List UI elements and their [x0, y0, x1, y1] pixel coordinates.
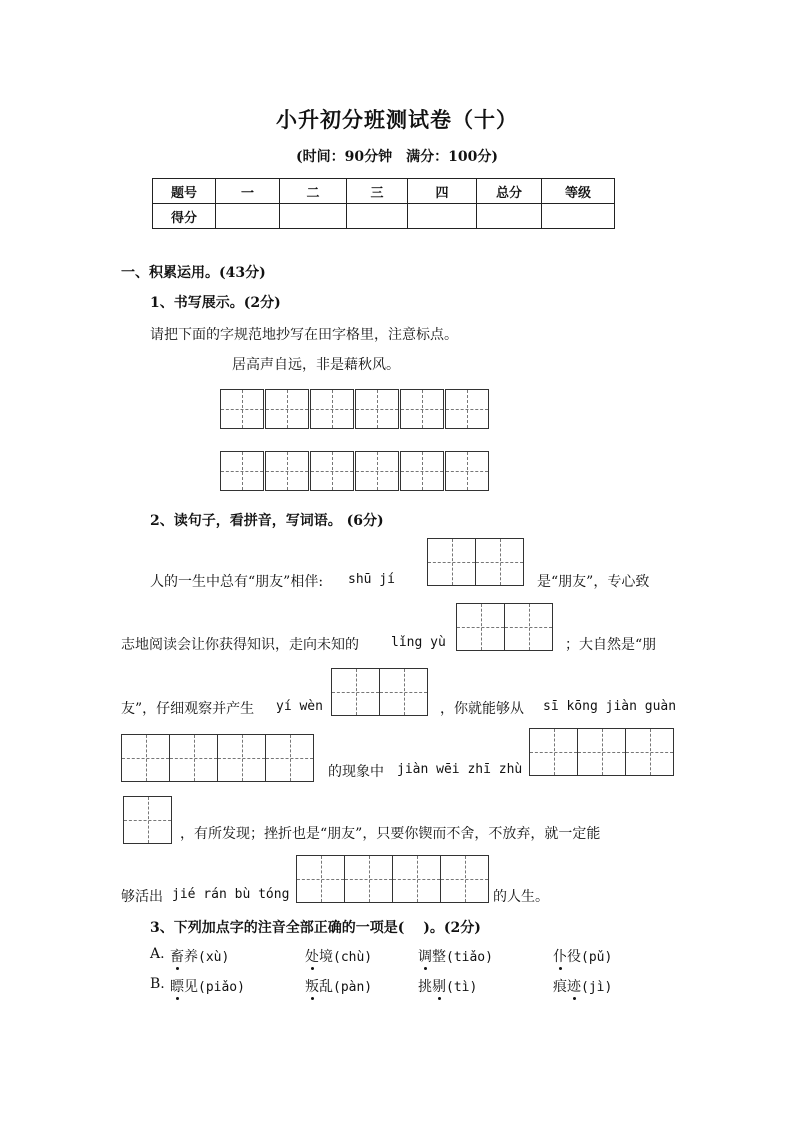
- passage-text: ；大自然是“朋: [565, 637, 657, 653]
- tianzige-cell[interactable]: [445, 389, 489, 429]
- answer-grid-yiwen: [331, 668, 427, 716]
- question-heading: 3、下列加点字的注音全部正确的一项是( )。(2分): [150, 920, 481, 936]
- tianzige-cell[interactable]: [445, 451, 489, 491]
- pinyin-prompt: lǐng yù: [391, 635, 446, 650]
- table-cell: 三: [347, 179, 408, 204]
- section-heading: 一、积累运用。(43分): [121, 265, 266, 281]
- answer-grid-lingyu: [456, 603, 552, 651]
- passage-text: 友”，仔细观察并产生: [121, 701, 255, 717]
- pinyin-prompt: jiàn wēi zhī zhù: [397, 762, 523, 777]
- score-input-cell[interactable]: [477, 204, 542, 229]
- option-item: 叛乱(pàn): [305, 979, 373, 995]
- table-cell: 四: [408, 179, 477, 204]
- table-row: [153, 179, 615, 204]
- answer-grid-jianwei: [529, 728, 673, 776]
- question-heading: 2、读句子，看拼音，写词语。 (6分): [150, 513, 384, 529]
- answer-cell[interactable]: [123, 796, 172, 844]
- table-cell: 等级: [542, 179, 615, 204]
- tianzige-cell[interactable]: [400, 451, 444, 491]
- option-item: 瞟见(piǎo): [170, 979, 245, 995]
- answer-cell[interactable]: [265, 734, 314, 782]
- pinyin-prompt: jié rán bù tóng: [172, 887, 290, 902]
- score-input-cell[interactable]: [408, 204, 477, 229]
- option-label[interactable]: A.: [150, 946, 165, 962]
- answer-cell[interactable]: [331, 668, 380, 716]
- answer-grid-jieran: [296, 855, 488, 903]
- table-cell: 总分: [477, 179, 542, 204]
- pinyin-prompt: shū jí: [348, 572, 395, 587]
- tianzige-cell[interactable]: [355, 451, 399, 491]
- tianzige-row-2: [220, 451, 490, 491]
- answer-cell[interactable]: [577, 728, 626, 776]
- answer-cell[interactable]: [121, 734, 170, 782]
- answer-cell[interactable]: [625, 728, 674, 776]
- tianzige-cell[interactable]: [265, 389, 309, 429]
- page-subtitle: (时间：90分钟 满分：100分): [296, 149, 498, 165]
- option-item: 挑剔(tì): [418, 979, 478, 995]
- table-cell: 二: [280, 179, 347, 204]
- passage-text: 志地阅读会让你获得知识，走向未知的: [121, 637, 359, 653]
- tianzige-cell[interactable]: [220, 451, 264, 491]
- tianzige-cell[interactable]: [310, 451, 354, 491]
- passage-text: ，有所发现；挫折也是“朋友”，只要你锲而不舍，不放弃，就一定能: [180, 826, 601, 842]
- tianzige-cell[interactable]: [310, 389, 354, 429]
- option-item: 畜养(xù): [170, 949, 230, 965]
- passage-text: 够活出: [121, 889, 163, 905]
- answer-cell[interactable]: [296, 855, 345, 903]
- answer-grid-shuji: [427, 538, 523, 586]
- answer-cell[interactable]: [344, 855, 393, 903]
- tianzige-cell[interactable]: [400, 389, 444, 429]
- answer-cell[interactable]: [504, 603, 553, 651]
- tianzige-cell[interactable]: [265, 451, 309, 491]
- sample-sentence: 居高声自远，非是藉秋风。: [232, 357, 400, 373]
- option-item: 仆役(pǔ): [553, 949, 613, 965]
- tianzige-cell[interactable]: [355, 389, 399, 429]
- answer-cell[interactable]: [169, 734, 218, 782]
- table-row: [153, 204, 615, 229]
- table-cell: 题号: [153, 179, 216, 204]
- passage-text: ，你就能够从: [440, 701, 524, 717]
- score-table: [152, 178, 615, 229]
- answer-cell[interactable]: [475, 538, 524, 586]
- option-item: 处境(chù): [305, 949, 373, 965]
- table-cell: 得分: [153, 204, 216, 229]
- passage-text: 的人生。: [493, 889, 549, 905]
- answer-cell[interactable]: [529, 728, 578, 776]
- option-item: 调整(tiǎo): [418, 949, 493, 965]
- answer-cell[interactable]: [379, 668, 428, 716]
- answer-grid-jianwei-cont: [123, 796, 171, 844]
- answer-grid-sikong: [121, 734, 313, 782]
- answer-cell[interactable]: [427, 538, 476, 586]
- score-input-cell[interactable]: [347, 204, 408, 229]
- question-heading: 1、书写展示。(2分): [150, 295, 281, 311]
- tianzige-cell[interactable]: [220, 389, 264, 429]
- page-title: 小升初分班测试卷（十）: [276, 107, 518, 132]
- score-input-cell[interactable]: [280, 204, 347, 229]
- option-item: 痕迹(jì): [553, 979, 613, 995]
- pinyin-prompt: yí wèn: [276, 699, 323, 714]
- pinyin-prompt: sī kōng jiàn guàn: [543, 699, 677, 714]
- answer-cell[interactable]: [392, 855, 441, 903]
- answer-cell[interactable]: [217, 734, 266, 782]
- answer-cell[interactable]: [456, 603, 505, 651]
- passage-text: 人的一生中总有“朋友”相伴:: [150, 574, 324, 590]
- table-cell: 一: [216, 179, 280, 204]
- passage-text: 的现象中: [328, 764, 384, 780]
- option-label[interactable]: B.: [150, 976, 165, 992]
- answer-cell[interactable]: [440, 855, 489, 903]
- tianzige-row-1: [220, 389, 490, 429]
- score-input-cell[interactable]: [542, 204, 615, 229]
- score-input-cell[interactable]: [216, 204, 280, 229]
- question-instruction: 请把下面的字规范地抄写在田字格里，注意标点。: [150, 327, 458, 343]
- passage-text: 是“朋友”，专心致: [537, 574, 650, 590]
